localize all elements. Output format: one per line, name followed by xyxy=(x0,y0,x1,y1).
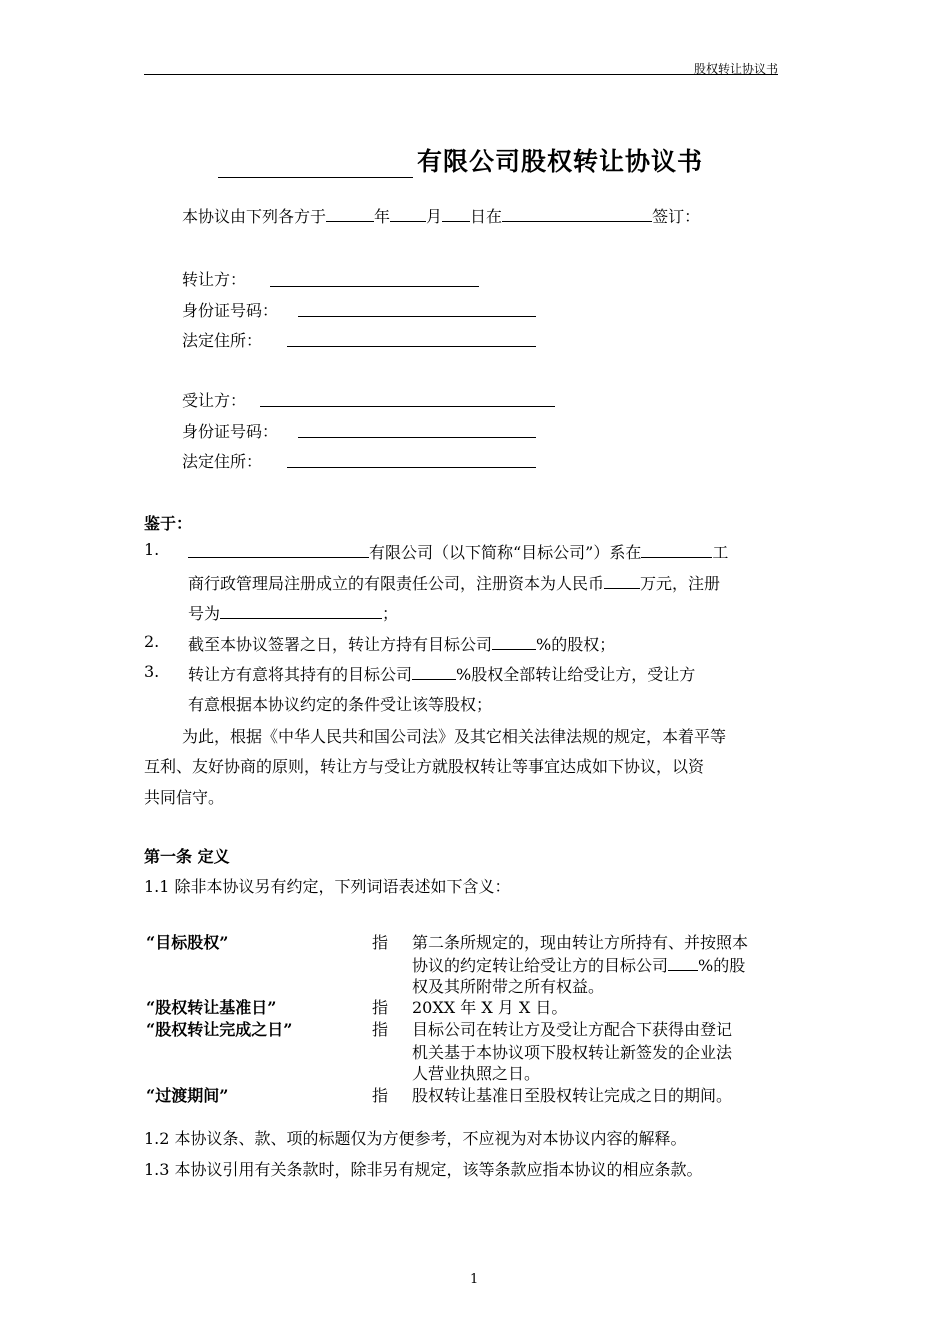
place-blank[interactable] xyxy=(502,205,652,222)
definition-text: 20XX 年 X 月 X 日。 xyxy=(412,998,568,1017)
transferor-id-field[interactable] xyxy=(298,316,536,317)
year-blank[interactable] xyxy=(326,205,374,222)
definition-term: “过渡期间” xyxy=(146,1086,229,1105)
day-label: 日在 xyxy=(470,207,503,226)
day-blank[interactable] xyxy=(442,205,470,222)
whereas-text: %的股权； xyxy=(536,635,616,654)
definition-text-part: %的股 xyxy=(698,956,746,975)
intro-text: 本协议由下列各方于 xyxy=(182,207,327,226)
intro-line xyxy=(182,204,700,227)
whereas-text: 有限公司（以下简称“目标公司”）系在 xyxy=(369,543,642,562)
header-rule xyxy=(144,74,778,75)
definition-zhi: 指 xyxy=(372,998,389,1017)
signed-label: 签订： xyxy=(652,207,701,226)
transferee-address-row xyxy=(182,449,262,472)
company-name-blank[interactable] xyxy=(218,151,413,178)
definition-term: “股权转让完成之日” xyxy=(146,1020,293,1039)
transferor-row xyxy=(182,267,246,290)
clause-1-2: 1.2 本协议条、款、项的标题仅为方便参考，不应视为对本协议内容的解释。 xyxy=(144,1129,687,1148)
whereas-text: 截至本协议签署之日，转让方持有目标公司 xyxy=(188,635,493,654)
whereas-heading: 鉴于： xyxy=(144,514,193,533)
running-header: 股权转让协议书 xyxy=(693,62,778,76)
title-text: 有限公司股权转让协议书 xyxy=(417,147,704,176)
transferor-address-field[interactable] xyxy=(287,346,536,347)
whereas-text: 号为 xyxy=(188,604,221,623)
whereas-text: ； xyxy=(382,604,399,623)
whereas-conclusion-line-2: 互利、友好协商的原则，转让方与受让方就股权转让等事宜达成如下协议，以资 xyxy=(144,757,705,776)
whereas-conclusion-line-1: 为此，根据《中华人民共和国公司法》及其它相关法律法规的规定，本着平等 xyxy=(182,727,727,746)
registry-blank[interactable] xyxy=(641,541,712,558)
whereas-item-1-line-1 xyxy=(188,540,728,563)
whereas-item-number: 1. xyxy=(144,540,160,559)
whereas-text: 商行政管理局注册成立的有限责任公司，注册资本为人民币 xyxy=(188,574,605,593)
transferee-address-label: 法定住所： xyxy=(182,452,263,471)
definition-text: 股权转让基准日至股权转让完成之日的期间。 xyxy=(412,1086,733,1105)
definition-text-part: 协议的约定转让给受让方的目标公司 xyxy=(412,956,669,975)
definition-text: 第二条所规定的，现由转让方所持有、并按照本 xyxy=(412,933,749,952)
percent-blank[interactable] xyxy=(668,954,698,971)
transferor-label: 转让方： xyxy=(182,270,247,289)
whereas-item-2 xyxy=(188,632,615,655)
transferee-row xyxy=(182,388,246,411)
definition-zhi: 指 xyxy=(372,1086,389,1105)
whereas-text: 转让方有意将其持有的目标公司 xyxy=(188,665,413,684)
definition-zhi: 指 xyxy=(372,933,389,952)
transferee-field[interactable] xyxy=(260,406,555,407)
target-company-blank[interactable] xyxy=(188,541,369,558)
whereas-text: 工 xyxy=(712,543,729,562)
whereas-item-3-line-2: 有意根据本协议约定的条件受让该等股权； xyxy=(188,695,493,714)
whereas-conclusion-line-3: 共同信守。 xyxy=(144,788,225,807)
month-blank[interactable] xyxy=(390,205,426,222)
whereas-text: %股权全部转让给受让方，受让方 xyxy=(456,665,696,684)
definition-term: “股权转让基准日” xyxy=(146,998,277,1017)
document-title xyxy=(218,142,703,178)
definition-term: “目标股权” xyxy=(146,933,229,952)
definition-text: 机关基于本协议项下股权转让新签发的企业法 xyxy=(412,1043,733,1062)
definition-zhi: 指 xyxy=(372,1020,389,1039)
transferor-address-label: 法定住所： xyxy=(182,331,263,350)
whereas-item-1-line-2 xyxy=(188,571,720,594)
whereas-item-number: 2. xyxy=(144,632,160,651)
whereas-item-number: 3. xyxy=(144,662,160,681)
definition-text: 目标公司在转让方及受让方配合下获得由登记 xyxy=(412,1020,733,1039)
transferor-id-label: 身份证号码： xyxy=(182,301,279,320)
transferee-id-field[interactable] xyxy=(298,437,536,438)
definition-text: 权及其所附带之所有权益。 xyxy=(412,977,605,996)
capital-blank[interactable] xyxy=(604,572,640,589)
transferor-field[interactable] xyxy=(270,286,479,287)
transferor-address-row xyxy=(182,328,262,351)
article-1-heading: 第一条 定义 xyxy=(144,847,230,866)
registration-number-blank[interactable] xyxy=(220,602,382,619)
clause-1-3: 1.3 本协议引用有关条款时，除非另有规定，该等条款应指本协议的相应条款。 xyxy=(144,1160,703,1179)
transferor-id-row xyxy=(182,298,278,321)
whereas-item-1-line-3 xyxy=(188,601,398,624)
whereas-item-3-line-1 xyxy=(188,662,695,685)
year-label: 年 xyxy=(374,207,391,226)
transferee-label: 受让方： xyxy=(182,391,247,410)
page-number: 1 xyxy=(470,1272,479,1287)
month-label: 月 xyxy=(426,207,443,226)
definition-text xyxy=(412,953,745,976)
percent-blank[interactable] xyxy=(492,633,536,650)
percent-blank[interactable] xyxy=(412,663,456,680)
clause-1-1: 1.1 除非本协议另有约定，下列词语表述如下含义： xyxy=(144,877,511,896)
whereas-text: 万元，注册 xyxy=(640,574,721,593)
transferee-id-row xyxy=(182,419,278,442)
definition-text: 人营业执照之日。 xyxy=(412,1064,541,1083)
transferee-address-field[interactable] xyxy=(287,467,536,468)
transferee-id-label: 身份证号码： xyxy=(182,422,279,441)
